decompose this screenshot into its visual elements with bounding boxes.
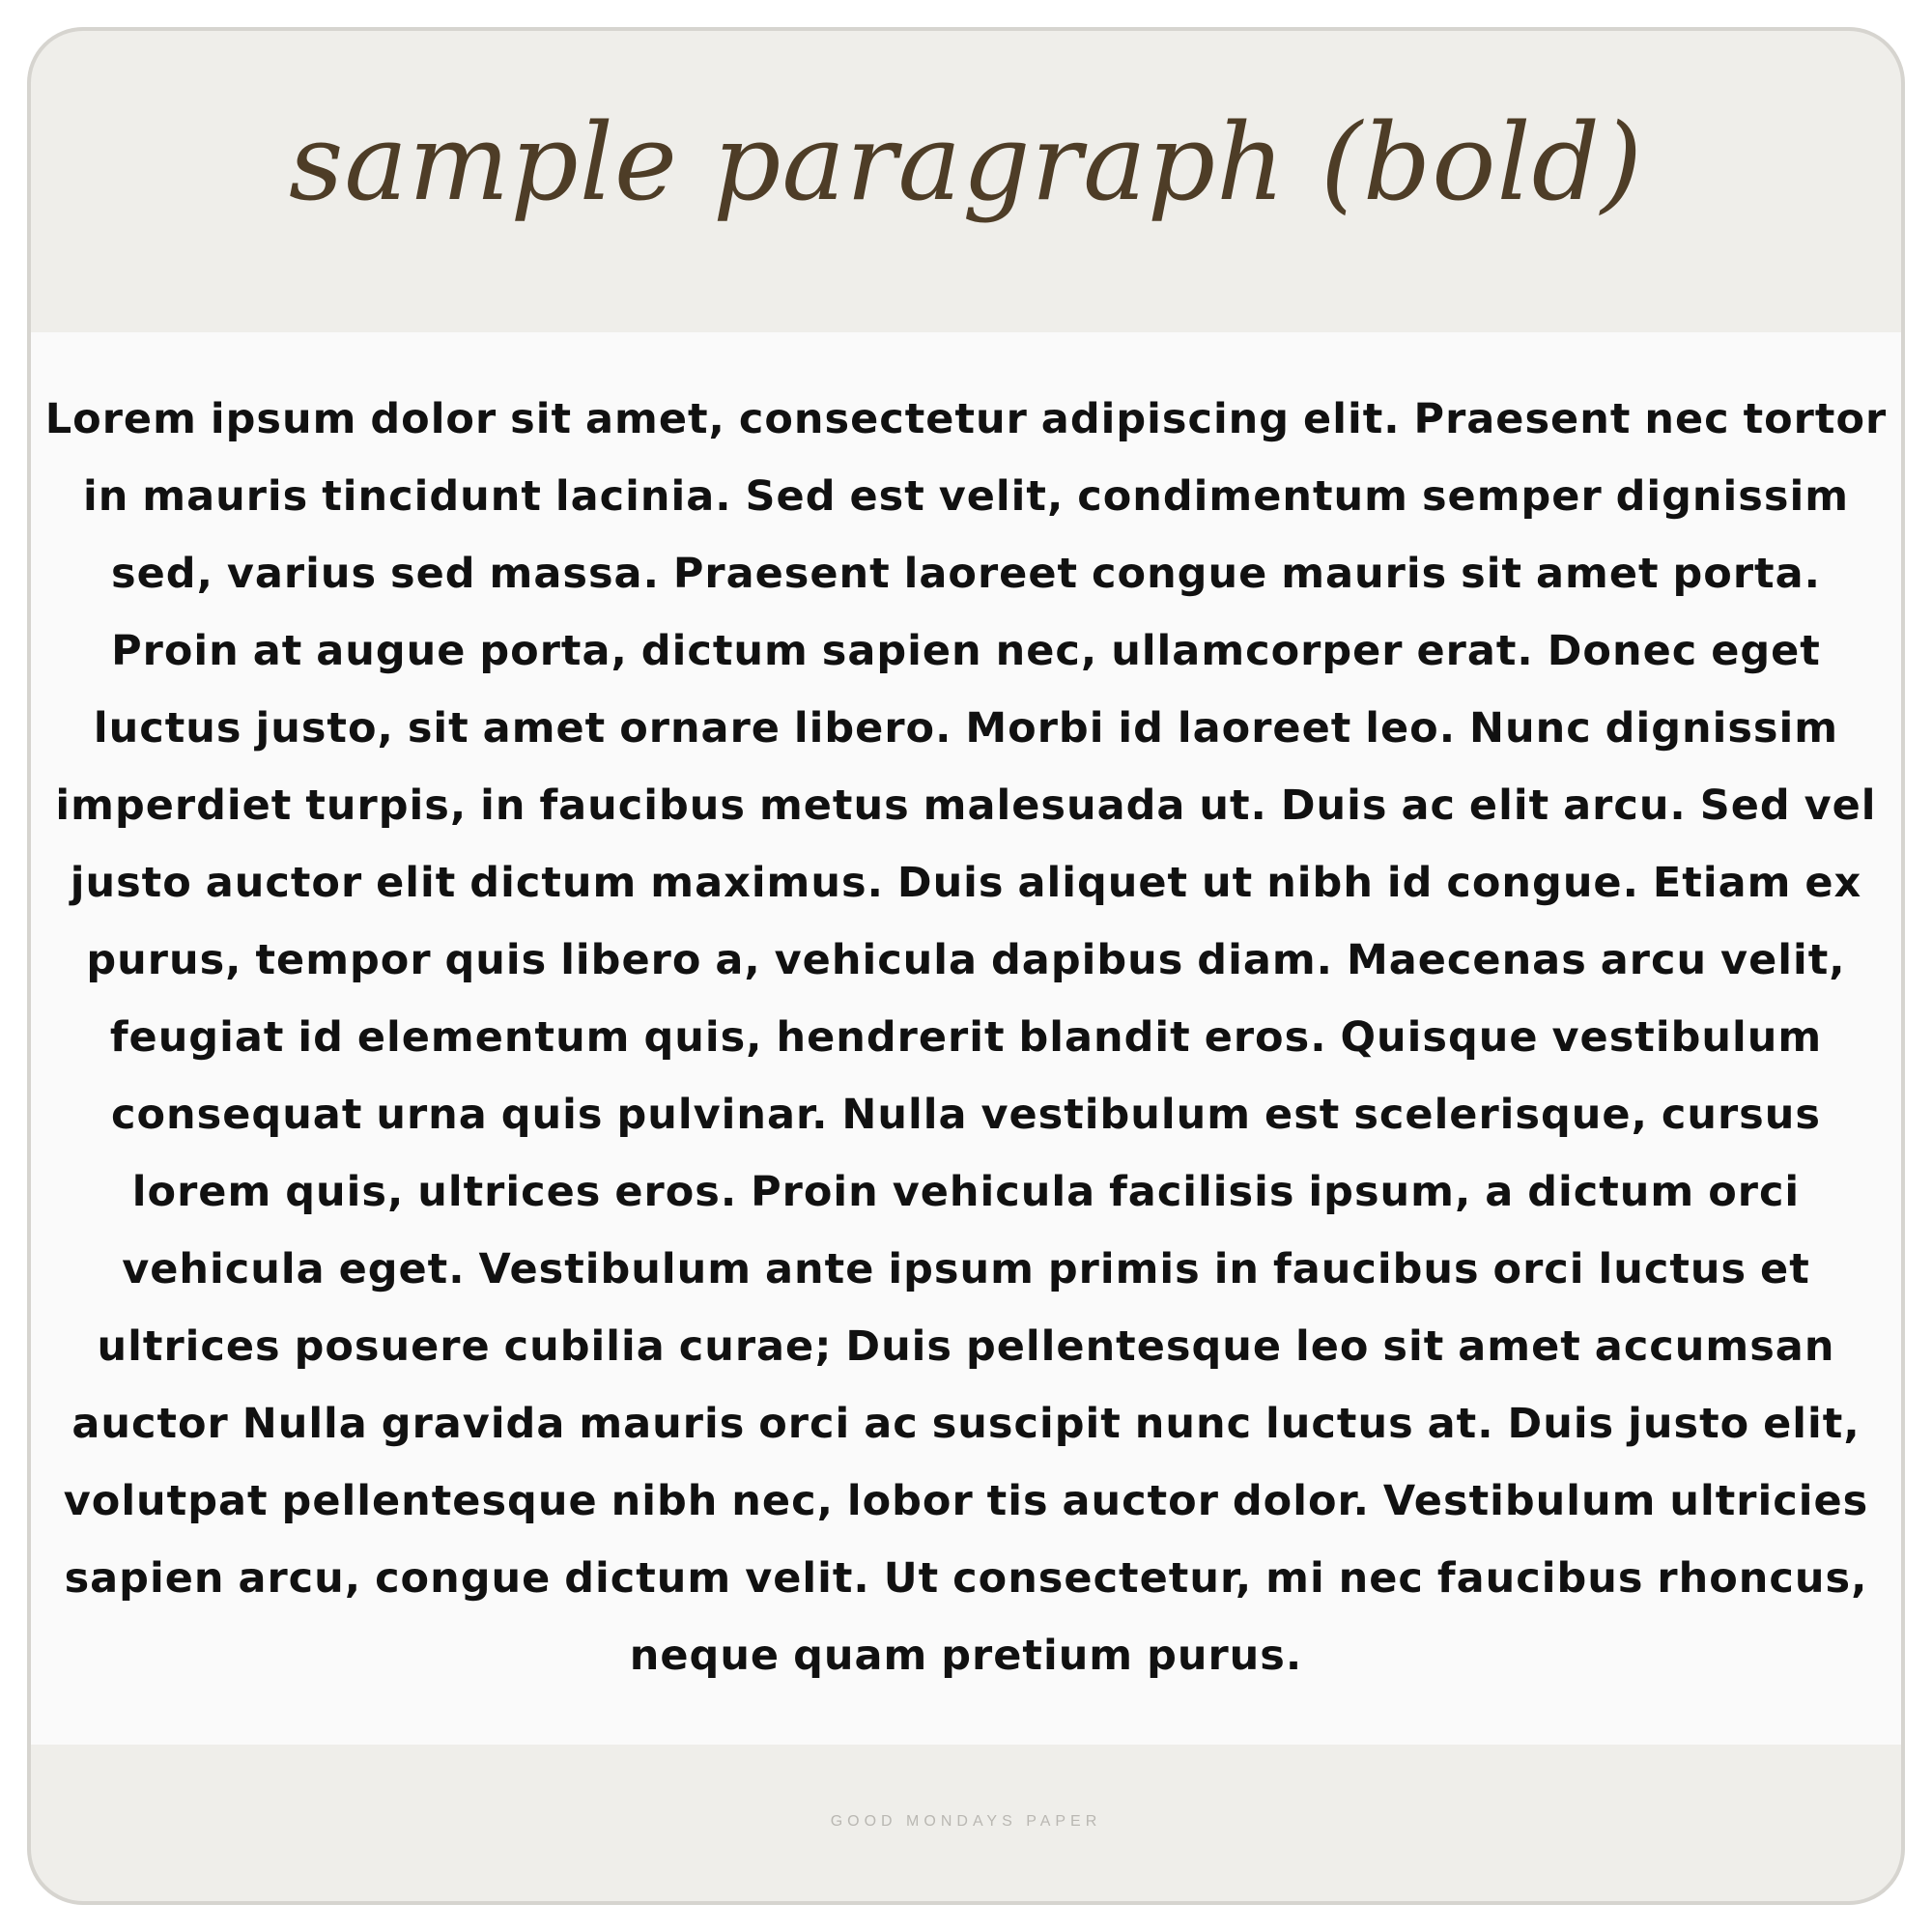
brand-label: GOOD MONDAYS PAPER — [830, 1813, 1102, 1830]
card-header — [31, 31, 1901, 332]
sample-paragraph: Lorem ipsum dolor sit amet, consectetur adipiscing elit. Praesent nec tortor in mauris tincidunt lacinia. Sed est velit, condimentum semper dignissim sed, varius sed massa. Praesent laoreet congue mauris sit amet porta. Proin at augue porta, dictum sapien nec, ullamcorper erat. Donec eget luctus justo, sit amet ornare libero. Morbi id laoreet leo. Nunc dignissim imperdiet turpis, in faucibus metus malesuada ut. Duis ac elit arcu. Sed vel justo auctor elit dictum maximus. Duis aliquet ut nibh id congue. Etiam ex purus, tempor quis libero a, vehicula dapibus diam. Maecenas arcu velit, feugiat id elementum quis, hendrerit blandit eros. Quisque vestibulum consequat urna quis pulvinar. Nulla vestibulum est scelerisque, cursus lorem quis, ultrices eros. Proin vehicula facilisis ipsum, a dictum orci vehicula eget. Vestibulum ante ipsum primis in faucibus orci luctus et ultrices posuere cubilia curae; Duis pellentesque leo sit amet accumsan auctor Nulla gravida mauris orci ac suscipit nunc luctus at. Duis justo elit, volutpat pellentesque nibh nec, lobor tis auctor dolor. Vestibulum ultricies sapien arcu, congue dictum velit. Ut consectetur, mi nec faucibus rhoncus, neque quam pretium purus. — [44, 395, 1888, 1680]
card-footer — [31, 1745, 1901, 1905]
page-title: sample paragraph (bold) — [288, 100, 1644, 224]
paragraph-panel — [31, 332, 1901, 1745]
sample-card — [27, 27, 1905, 1905]
